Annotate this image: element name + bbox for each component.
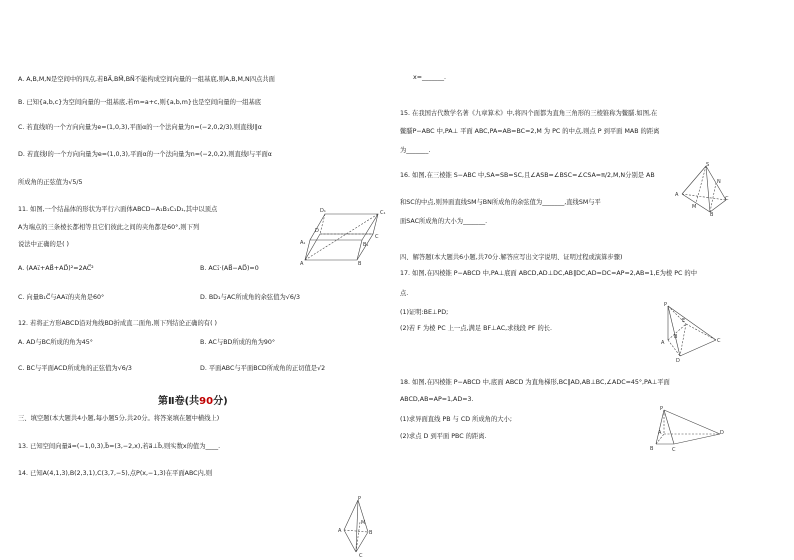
q12-option-c: C. BC与平面ACD所成角的正弦值为√6/3 [18, 365, 132, 372]
q11-option-c: C. 向量B₁C⃗与AA₁⃗的夹角是60° [18, 294, 105, 301]
q16-stem-line1: 16. 如图,在三棱锥 S−ABC 中,SA=SB=SC,且∠ASB=∠BSC=∠CSA=π/2,M,N分别是 AB [400, 172, 655, 179]
q17-label-p: P [664, 302, 668, 308]
q11-label-a1: A₁ [300, 240, 306, 246]
q16-tetrahedron-figure [672, 160, 730, 216]
q11-label-c: C [375, 234, 379, 240]
q16-stem-line2: 和SC的中点,则异面直线SM与BN所成角的余弦值为_______,直线SM与平 [400, 199, 601, 206]
q16-label-m: M [692, 204, 697, 210]
q11-label-d1: D₁ [320, 208, 326, 214]
q18-part1: (1)求异面直线 PB 与 CD 所成角的大小; [400, 416, 512, 423]
q10-option-a: A. A,B,M,N是空间中的四点,若BA⃗,BM⃗,BN⃗不能构成空间向量的一组基底,则A,B,M,N四点共面 [18, 76, 275, 83]
section-four-heading: 四、解答题(本大题共6小题,共70分.解答应写出文字说明、证明过程或演算步骤) [400, 254, 623, 261]
q12-option-a: A. AD与BC所成的角为45° [18, 339, 93, 346]
q12-stem: 12. 若将正方形ABCD沿对角线BD折成直二面角,则下列结论正确的有( ) [18, 320, 217, 327]
q11-label-b: B [358, 261, 362, 266]
q11-stem-line3: 说法中正确的是( ) [18, 241, 69, 248]
q18-label-p: P [660, 406, 664, 412]
section-three-heading: 三、填空题(本大题共4小题,每小题5分,共20分。将答案填在题中横线上) [18, 415, 220, 422]
q18-label-a: A [658, 430, 662, 436]
q17-label-b: B [674, 334, 678, 340]
q18-label-c: C [672, 447, 676, 453]
q15-stem-line2: 鳖臑P−ABC 中,PA⊥ 平面 ABC,PA=AB=BC=2,M 为 PC 的中点,则点 P 到平面 MAB 的距离 [400, 128, 660, 135]
q11-label-a: A [300, 261, 304, 266]
q18-part2: (2)求点 D 到平面 PBC 的距离. [400, 433, 487, 440]
q14-label-c: C [359, 553, 363, 558]
q16-label-a: A [675, 192, 679, 198]
q16-label-c: C [725, 196, 729, 202]
q11-parallelepiped-figure [300, 204, 390, 266]
part-two-score: 90 [199, 396, 214, 407]
q18-label-d: D [720, 430, 724, 436]
q11-stem-line2: A为端点的三条棱长都相等且它们彼此之间的夹角都是60°,则下列 [18, 224, 200, 231]
q11-label-d: D [315, 228, 319, 234]
q14-answer-line: x=_______. [413, 74, 447, 81]
q18-stem-line1: 18. 如图,在四棱锥 P−ABCD 中,底面 ABCD 为直角梯形,BC∥AD,AB⊥BC,∠ADC=45°,PA⊥平面 [400, 379, 670, 386]
q17-part2: (2)若 F 为棱 PC 上一点,满足 BF⊥AC,求线段 PF 的长. [400, 325, 553, 332]
q16-label-s: S [706, 162, 710, 168]
q11-option-b: B. AC₁⃗·(AB⃗−AD⃗)=0 [200, 265, 259, 272]
q17-label-d: D [676, 358, 680, 364]
q15-stem-line1: 15. 在我国古代数学名著《九章算术》中,将四个面都为直角三角形的三棱锥称为鳖臑.如图,在 [400, 110, 658, 117]
q10-option-d-line1: D. 若直线l的一个方向向量为e=(1,0,3),平面α的一个法向量为n=(−2,0,2),则直线l与平面α [18, 151, 272, 158]
q11-option-d: D. BD₁与AC所成角的余弦值为√6/3 [200, 294, 300, 301]
q14-label-p: P [358, 496, 362, 502]
q12-option-b: B. AC与BD所成的角为90° [200, 339, 276, 346]
q14-tetrahedron-figure [336, 494, 376, 558]
q10-option-c: C. 若直线l的一个方向向量为e=(1,0,3),平面α的一个法向量为n=(−2,0,2/3),则直线l∥α [18, 124, 262, 131]
q18-label-b: B [650, 446, 654, 452]
q17-label-e: E [682, 318, 686, 324]
q17-pyramid-figure [660, 300, 724, 364]
q14-label-m: M [361, 520, 366, 526]
part-two-suffix: 分) [213, 396, 228, 407]
q14-label-b: B [369, 530, 373, 536]
q14-label-a: A [338, 528, 342, 534]
q11-stem-line1: 11. 如图,一个结晶体的形状为平行六面体ABCD−A₁B₁C₁D₁,其中以顶点 [18, 206, 218, 213]
q17-stem-line2: 点. [400, 290, 409, 297]
part-two-heading [158, 392, 228, 407]
q16-label-n: N [717, 179, 721, 185]
q11-label-b1: B₁ [363, 242, 369, 248]
q10-option-b: B. 已知{a,b,c}为空间向量的一组基底,若m=a+c,则{a,b,m}也是空间向量的一组基底 [18, 99, 262, 106]
q15-stem-line3: 为_______. [400, 147, 431, 154]
q18-pyramid-figure [650, 404, 724, 454]
q18-stem-line2: ABCD,AB=AP=1,AD=3. [400, 396, 474, 403]
q17-stem-line1: 17. 如图,在四棱锥 P−ABCD 中,PA⊥底面 ABCD,AD⊥DC,AB∥DC,AD=DC=AP=2,AB=1,E为棱 PC 的中 [400, 270, 698, 277]
part-two-prefix: 第Ⅱ卷(共 [158, 396, 200, 407]
q14-stem: 14. 已知A(4,1,3),B(2,3,1),C(3,7,−5),点P(x,−1,3)在平面ABC内,则 [18, 470, 213, 477]
q16-stem-line3: 面SAC所成角的大小为_______. [400, 218, 488, 225]
q17-part1: (1)证明:BE⊥PD; [400, 309, 449, 316]
q16-label-b: B [710, 212, 714, 216]
q11-top-face [310, 214, 378, 240]
q17-label-c: C [717, 338, 721, 344]
q10-option-d-line2: 所成角的正弦值为√5/5 [18, 179, 83, 186]
q11-option-a: A. (AA₁⃗+AB⃗+AD⃗)²=2AC⃗² [18, 265, 94, 272]
q13-stem: 13. 已知空间向量a⃗=(−1,0,3),b⃗=(3,−2,x),若a⃗⊥b⃗,则实数x的值为____. [18, 443, 221, 450]
q11-label-c1: C₁ [380, 210, 386, 216]
q12-option-d: D. 平面ABC与平面BCD所成角的正切值是√2 [200, 365, 326, 372]
q17-label-a: A [661, 340, 665, 346]
